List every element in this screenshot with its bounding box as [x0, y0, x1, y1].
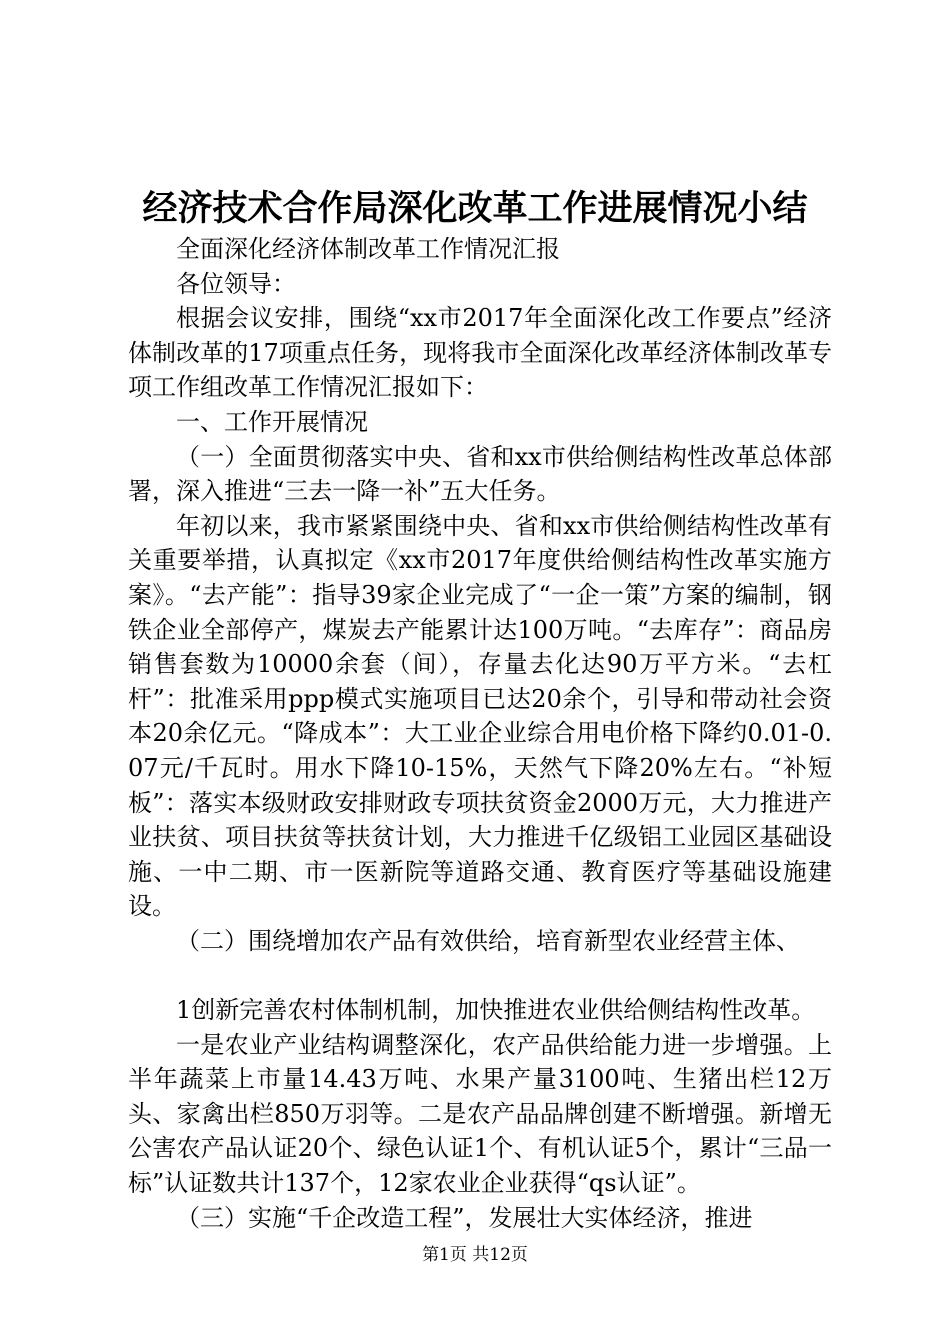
paragraph-agri-detail: 一是农业产业结构调整深化，农产品供给能力进一步增强。上半年蔬菜上市量14.43万吨、水果产量3100吨、生猪出栏12万头、家禽出栏850万羽等。二是农产品品牌创建不断增强。新增无公害农产品认证20个、绿色认证1个、有机认证5个，累计“三品一标”认证数共计137个，12家农业企业获得“qs认证”。: [128, 1030, 832, 1198]
subsection-heading-1: （一）全面贯彻落实中央、省和xx市供给侧结构性改革总体部署，深入推进“三去一降一补”五大任务。: [128, 442, 832, 506]
section-heading-1: 一、工作开展情况: [176, 407, 368, 436]
document-title: 经济技术合作局深化改革工作进展情况小结: [142, 188, 808, 229]
paragraph-supply-side: 年初以来，我市紧紧围绕中央、省和xx市供给侧结构性改革有关重要举措，认真拟定《xx市2017年度供给侧结构性改革实施方案》。“去产能”：指导39家企业完成了“一企一策”方案的编制，钢铁企业全部停产，煤炭去产能累计达100万吨。“去库存”：商品房销售套数为10000余套（间），存量去化达90万平方米。“去杠杆”：批准采用ppp模式实施项目已达20余个，引导和带动社会资本20余亿元。“降成本”：大工业企业综合用电价格下降约0.01-0.07元/千瓦时。用水下降10-15%，天然气下降20%左右。“补短板”：落实本级财政安排财政专项扶贫资金2000万元，大力推进产业扶贫、项目扶贫等扶贫计划，大力推进千亿级铝工业园区基础设施、一中二期、市一医新院等道路交通、教育医疗等基础设施建设。: [128, 511, 832, 921]
paragraph-subtitle: 全面深化经济体制改革工作情况汇报: [176, 235, 560, 263]
subsection-heading-3: （三）实施“千企改造工程”，发展壮大实体经济，推进: [176, 1203, 753, 1232]
paragraph-salutation: 各位领导：: [176, 269, 296, 298]
paragraph-agri-reform: 1创新完善农村体制机制，加快推进农业供给侧结构性改革。: [176, 996, 816, 1025]
subsection-heading-2: （二）围绕增加农产品有效供给，培育新型农业经营主体、: [176, 926, 800, 955]
document-body: [128, 232, 832, 1235]
page-footer: 第1页 共12页: [422, 1245, 528, 1265]
paragraph-intro: 根据会议安排，围绕“xx市2017年全面深化改工作要点”经济体制改革的17项重点任务，现将我市全面深化改革经济体制改革专项工作组改革工作情况汇报如下：: [128, 304, 832, 402]
